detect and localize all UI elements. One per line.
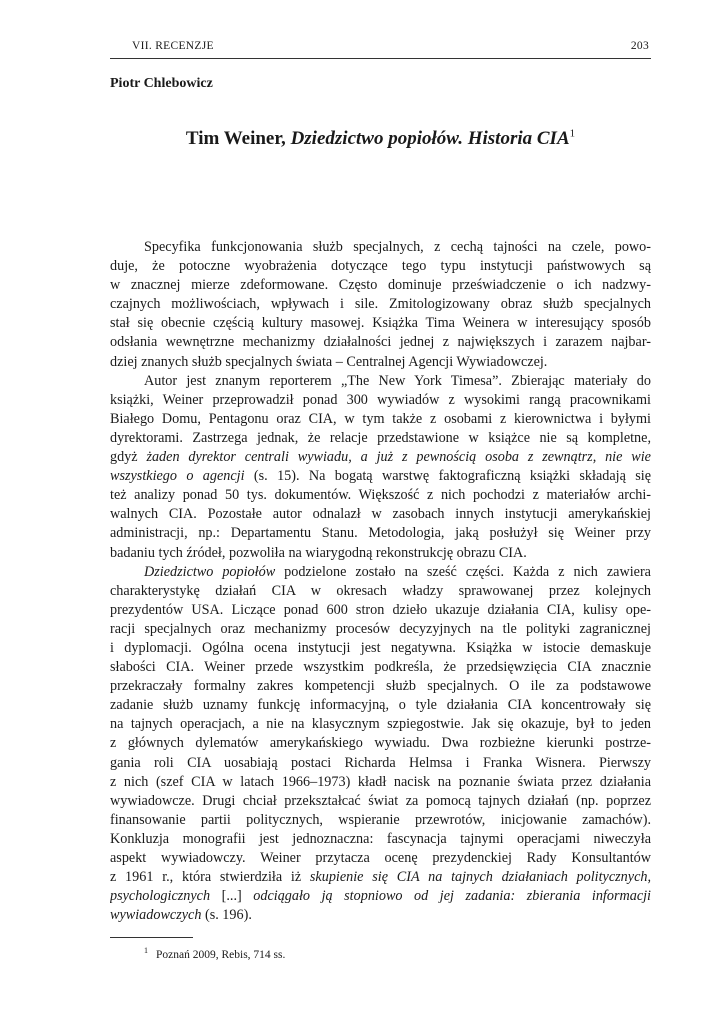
review-title bbox=[110, 128, 651, 150]
body-line bbox=[110, 429, 651, 448]
body-line bbox=[110, 448, 651, 467]
body-line bbox=[110, 333, 651, 352]
body-text: duje, że potoczne wyobrażenia dotyczące tego typu instytucji państwowych są bbox=[110, 258, 651, 275]
body-line bbox=[110, 314, 651, 333]
body-line bbox=[110, 620, 651, 639]
body-text: w znacznej mierze zdeformowane. Często dominuje przeświadczenie o ich nadzwy- bbox=[110, 277, 651, 294]
body-line bbox=[110, 353, 651, 372]
running-head-section: VII. RECENZJE bbox=[132, 40, 214, 52]
body-text: czajnych możliwościach, wpływach i sile. Zmitologizowany obraz służb specjalnych bbox=[110, 296, 651, 313]
body-text: z 1961 r., która stwierdziła iż bbox=[110, 869, 310, 886]
body-text: z głównych dylematów amerykańskiego wywiadu. Dwa rozbieżne kierunki postrze- bbox=[110, 735, 651, 752]
body-text: Specyfika funkcjonowania służb specjalnych, z cechą tajności na czele, powo- bbox=[144, 239, 651, 255]
body-line bbox=[110, 486, 651, 505]
body-text: stał się obecnie częścią kultury masowej. Książka Tima Weinera w interesujący sposób bbox=[110, 315, 651, 332]
italic-text: skupienie się CIA na tajnych działaniach politycznych, bbox=[309, 869, 651, 886]
body-text: administracji, np.: Departamentu Stanu. Metodologia, jaką posłużył się Weiner przy bbox=[110, 525, 651, 542]
italic-text: Dziedzictwo popiołów bbox=[144, 563, 276, 580]
body-text: podzielone zostało na sześć części. Każda z nich zawiera bbox=[275, 563, 651, 580]
body-line bbox=[110, 563, 651, 582]
body-text: gdyż bbox=[110, 449, 147, 466]
body-text: zadanie służb uznamy funkcję informacyjną, o tyle działania CIA koncentrowały się bbox=[110, 697, 651, 714]
body-line bbox=[110, 696, 651, 715]
body-line bbox=[110, 238, 651, 257]
body-text: Autor jest znanym reporterem „The New York Timesa”. Zbierając materiały do bbox=[144, 372, 651, 389]
body-text: na tajnych operacjach, a nie na klasycznym szpiegostwie. Jak się okazuje, był to jeden bbox=[110, 716, 651, 733]
body-line bbox=[110, 887, 651, 906]
body-line bbox=[110, 276, 651, 295]
body-line bbox=[110, 906, 651, 925]
body-line bbox=[110, 868, 651, 887]
body-line bbox=[110, 391, 651, 410]
body-line bbox=[110, 849, 651, 868]
italic-text: wywiadowczych bbox=[110, 907, 202, 924]
body-text: i dyplomacji. Ogólna ocena instytucji jest negatywna. Książka w istocie demaskuje bbox=[110, 639, 651, 656]
footnote-rule bbox=[110, 937, 193, 938]
body-text: dyrektorami. Zastrzega jednak, że relacje przedstawione w książce nie są kompletne, bbox=[110, 429, 651, 446]
body-text: finansowanie partii politycznych, wspieranie przewrotów, inicjowanie zamachów). bbox=[110, 811, 651, 828]
header-rule bbox=[110, 58, 651, 59]
body-text: prezydentów USA. Liczące ponad 600 stron dzieło ukazuje działania CIA, kulisy ope- bbox=[110, 601, 651, 618]
body-text: [...] bbox=[210, 888, 254, 905]
body-line bbox=[110, 734, 651, 753]
body-line bbox=[110, 773, 651, 792]
body-text: (s. 196). bbox=[201, 907, 252, 924]
author-name: Piotr Chlebowicz bbox=[110, 76, 213, 91]
body-line bbox=[110, 372, 651, 391]
body-text: książki, Weiner przeprowadził ponad 300 wywiadów z wysokimi rangą pracownikami bbox=[110, 391, 651, 408]
body-line bbox=[110, 467, 651, 486]
body-line bbox=[110, 658, 651, 677]
body-text: aspekt wywiadowczy. Weiner przytacza ocenę prezydenckiej Rady Konsultantów bbox=[110, 850, 651, 866]
footnote-mark: 1 bbox=[144, 946, 148, 955]
body-line bbox=[110, 811, 651, 830]
body-text: (s. 15). Na bogatą warstwę faktograficzną książki składają się bbox=[244, 468, 651, 485]
body-line bbox=[110, 677, 651, 696]
body-line bbox=[110, 257, 651, 276]
body-line bbox=[110, 639, 651, 658]
body-text: walnych CIA. Pozostałe autor odnalazł w zasobach innych instytucji amerykańskiej bbox=[110, 506, 651, 523]
body-text: charakterystykę działań CIA w okresach władzy sprawowanej przez kolejnych bbox=[110, 582, 651, 599]
title-prefix: Tim Weiner, bbox=[185, 128, 291, 149]
body-line bbox=[110, 505, 651, 524]
footnote bbox=[144, 946, 285, 961]
italic-text: odciągało ją stopniowo od jej zadania: zbierania informacji bbox=[253, 888, 651, 905]
body-line bbox=[110, 295, 651, 314]
body-line bbox=[110, 410, 651, 429]
body-text: racji specjalnych oraz mechanizmy procesów decyzyjnych na tle polityki zagranicznej bbox=[110, 620, 651, 637]
body-line bbox=[110, 715, 651, 734]
body-text: z nich (szef CIA w latach 1966–1973) kładł nacisk na poznanie świata przez działania bbox=[110, 773, 651, 790]
italic-text: psychologicznych bbox=[110, 888, 211, 905]
body-line bbox=[110, 792, 651, 811]
page-number: 203 bbox=[630, 40, 649, 52]
body-line bbox=[110, 754, 651, 773]
italic-text: wszystkiego o agencji bbox=[110, 468, 245, 485]
body-text: gania roli CIA uosabiają postaci Richarda Helmsa i Franka Wisnera. Pierwszy bbox=[110, 754, 651, 771]
body-text: też analizy ponad 50 tys. dokumentów. Większość z nich pochodzi z materiałów archi- bbox=[110, 487, 651, 504]
body-text: przekraczały formalny zakres kompetencji służb specjalnych. O ile za podstawowe bbox=[110, 678, 651, 695]
body-text: Konkluzja monografii jest jednoznaczna: fascynacja tajnymi operacjami niweczyła bbox=[110, 830, 651, 847]
body-line bbox=[110, 524, 651, 543]
title-footnote-mark[interactable]: 1 bbox=[569, 127, 576, 140]
body-text: wywiadowcze. Drugi chciał przekształcać świat za pomocą tajnych działań (np. poprzez bbox=[110, 792, 651, 809]
body-text: Białego Domu, Pentagonu oraz CIA, w tym także z osobami z kierownictwa i byłymi bbox=[110, 410, 651, 427]
body-line bbox=[110, 544, 651, 563]
italic-text: żaden dyrektor centrali wywiadu, a już z pewnością osoba z zewnątrz, nie wie bbox=[146, 449, 651, 466]
footnote-text: Poznań 2009, Rebis, 714 ss. bbox=[156, 948, 286, 961]
body-line bbox=[110, 582, 651, 601]
body-text: dziej znanych służb specjalnych świata – Centralnej Agencji Wywiadowczej. bbox=[110, 353, 548, 370]
title-book-name: Dziedzictwo popiołów. Historia CIA bbox=[290, 128, 570, 149]
body-line bbox=[110, 830, 651, 849]
body-text: odsłania wewnętrzne mechanizmy działalności jednej z największych i zarazem najbar- bbox=[110, 334, 651, 351]
body-line bbox=[110, 601, 651, 620]
body-text: badaniu tych źródeł, pozwoliła na wiarygodną rekonstrukcję obrazu CIA. bbox=[110, 544, 527, 561]
running-head bbox=[110, 38, 651, 56]
body-text: słabości CIA. Weiner przede wszystkim podkreśla, że przedsięwzięcia CIA znacznie bbox=[110, 659, 651, 676]
review-body bbox=[110, 238, 651, 925]
